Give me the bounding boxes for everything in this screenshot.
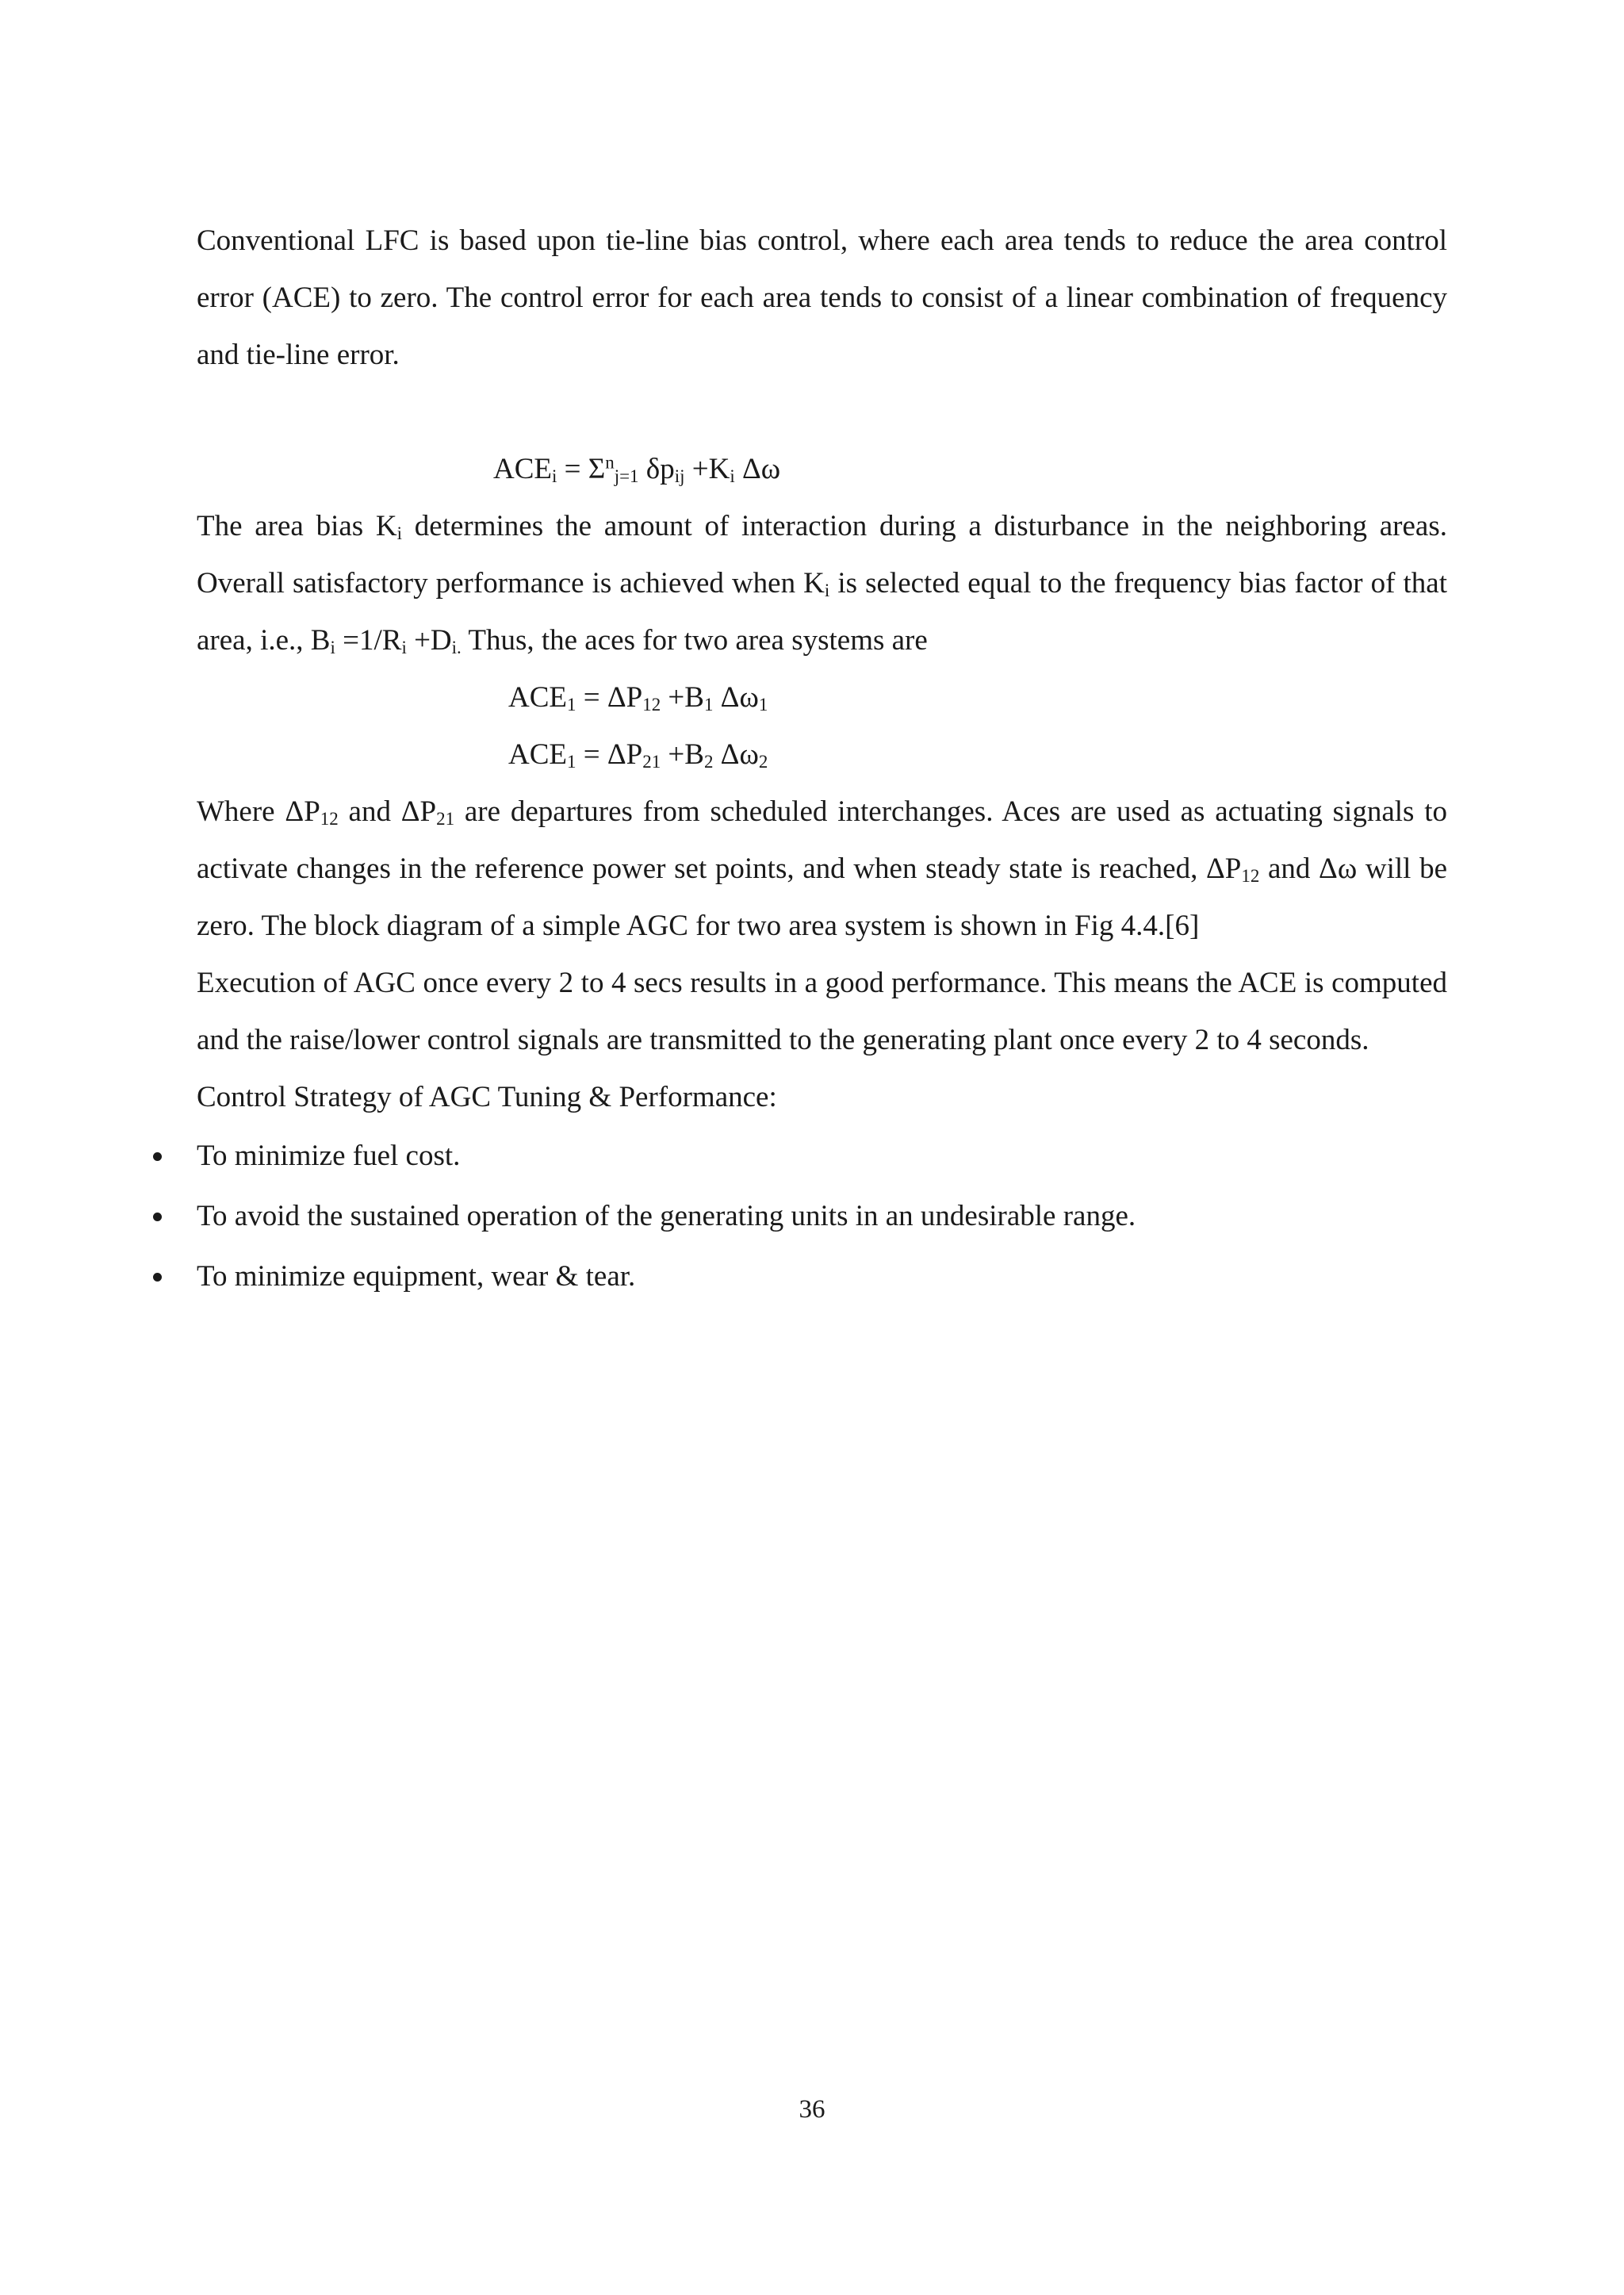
eq-superscript: n bbox=[605, 452, 615, 473]
eq-text: Δω bbox=[734, 453, 781, 485]
eq-text: ACE bbox=[508, 738, 567, 771]
subscript: i. bbox=[451, 638, 462, 658]
spacer bbox=[197, 384, 1447, 441]
subscript: i bbox=[396, 523, 403, 544]
subscript: 12 bbox=[1241, 866, 1260, 887]
bullet-icon bbox=[153, 1273, 162, 1282]
list-item bbox=[197, 1126, 1447, 1186]
text-run: +D bbox=[406, 624, 452, 657]
list-item-text: To minimize fuel cost. bbox=[197, 1140, 461, 1172]
eq-text: = ΔP bbox=[576, 681, 643, 714]
equation-ace-area2 bbox=[197, 726, 1447, 784]
eq-text: = ΔP bbox=[576, 738, 643, 771]
text-run: The area bias K bbox=[197, 510, 397, 542]
eq-subscript: 12 bbox=[642, 695, 661, 715]
subscript: i bbox=[401, 638, 407, 658]
eq-subscript: 1 bbox=[703, 695, 714, 715]
eq-subscript: i bbox=[552, 466, 557, 487]
paragraph-agc-execution: Execution of AGC once every 2 to 4 secs results in a good performance. This means the ACE is computed and the raise/lower control signals are transmitted to the generating plant once every 2 to 4 seconds. bbox=[197, 967, 1447, 1056]
eq-text: +B bbox=[661, 681, 704, 714]
eq-text: +B bbox=[661, 738, 704, 771]
eq-subscript: i bbox=[730, 466, 735, 487]
eq-subscript: 2 bbox=[758, 752, 768, 772]
equation-ace-area1 bbox=[197, 669, 1447, 726]
eq-subscript: ij bbox=[674, 466, 685, 487]
paragraph-departures bbox=[197, 784, 1447, 955]
text-run: and ΔP bbox=[338, 795, 437, 828]
page-content bbox=[197, 213, 1447, 1307]
eq-text: Δω bbox=[713, 738, 759, 771]
list-item bbox=[197, 1247, 1447, 1307]
page-number: 36 bbox=[799, 2095, 825, 2124]
subscript: i bbox=[330, 638, 335, 658]
paragraph-area-bias bbox=[197, 498, 1447, 669]
eq-subscript: 2 bbox=[703, 752, 714, 772]
subscript: i bbox=[824, 580, 830, 601]
eq-text: δp bbox=[638, 453, 675, 485]
text-run: determines the amount of interaction during a disturbance in the neighboring areas. Overall satisfactory performance is achieved when K bbox=[197, 510, 1448, 600]
list-item-text: To minimize equipment, wear & tear. bbox=[197, 1260, 636, 1293]
strategy-heading: Control Strategy of AGC Tuning & Performance: bbox=[197, 1081, 777, 1113]
paragraph-lfc-intro: Conventional LFC is based upon tie-line bias control, where each area tends to reduce the area control error (ACE) to zero. The control error for each area tends to consist of a linear combination of frequency and tie-line error. bbox=[197, 224, 1447, 371]
bullet-icon bbox=[153, 1152, 162, 1161]
eq-text: Δω bbox=[713, 681, 759, 714]
text-run: =1/R bbox=[335, 624, 402, 657]
eq-text: = Σ bbox=[557, 453, 606, 485]
text-run: Thus, the aces for two area systems are bbox=[461, 624, 928, 657]
bullet-icon bbox=[153, 1213, 162, 1221]
eq-subscript: 1 bbox=[567, 695, 576, 715]
text-run: Where ΔP bbox=[197, 795, 320, 828]
text-run: are departures from scheduled interchanges. Aces are used as actuating signals to activate changes in the reference power set points, and when steady state is reached, ΔP bbox=[197, 795, 1448, 885]
text-run: is selected equal to the frequency bias factor of that area, i.e., B bbox=[197, 567, 1448, 657]
list-item-text: To avoid the sustained operation of the generating units in an undesirable range. bbox=[197, 1200, 1136, 1232]
eq-subscript: 1 bbox=[758, 695, 768, 715]
subscript: 12 bbox=[320, 809, 339, 829]
eq-text: ACE bbox=[493, 453, 552, 485]
eq-subscript: j=1 bbox=[614, 466, 639, 487]
eq-text: +K bbox=[684, 453, 730, 485]
strategy-bullet-list bbox=[197, 1126, 1447, 1307]
eq-subscript: 1 bbox=[567, 752, 576, 772]
eq-text: ACE bbox=[508, 681, 567, 714]
eq-subscript: 21 bbox=[642, 752, 661, 772]
subscript: 21 bbox=[436, 809, 455, 829]
equation-ace-general bbox=[197, 441, 1447, 498]
text-run: and Δω will be zero. The block diagram of a simple AGC for two area system is shown in Fig 4.4.[6] bbox=[197, 852, 1447, 942]
list-item bbox=[197, 1186, 1447, 1247]
